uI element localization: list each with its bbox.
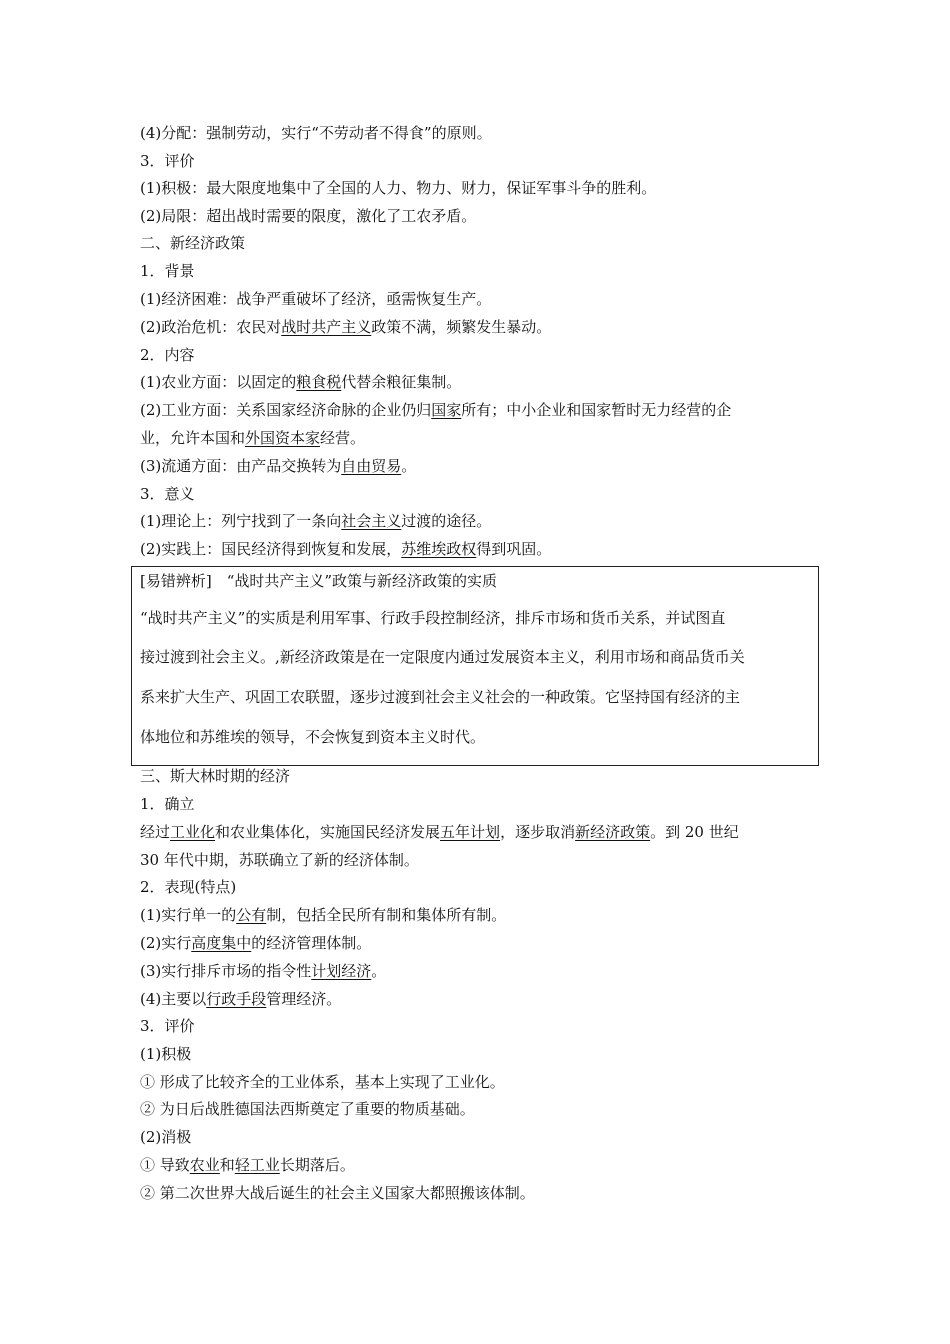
text-segment: 制，包括全民所有制和集体所有制。 [266,906,507,924]
text-line [140,1155,820,1175]
text-line: (2)局限：超出战时需要的限度，激化了工农矛盾。 [140,207,477,225]
text-segment: 得到巩固。 [476,540,552,558]
text-segment: ① 导致 [140,1156,190,1174]
text-line [140,933,820,953]
underlined-answer: 战时共产主义 [281,318,372,336]
section-heading: 三、斯大林时期的经济 [140,767,291,785]
text-segment: 代替余粮征集制。 [341,373,462,391]
box-text-line: 体地位和苏维埃的领导，不会恢复到资本主义时代。 [140,728,486,746]
underlined-answer: 高度集中 [191,934,252,952]
underlined-answer: 五年计划 [440,823,501,841]
text-line [140,822,820,842]
text-line: (1)经济困难：战争严重破坏了经济，亟需恢复生产。 [140,290,492,308]
underlined-answer: 计划经济 [311,962,372,980]
underlined-answer: 轻工业 [234,1156,280,1174]
underlined-answer: 社会主义 [341,512,402,530]
text-line [140,539,820,559]
text-segment: (2)政治危机：农民对 [140,318,282,336]
text-line: (1)积极：最大限度地集中了全国的人力、物力、财力，保证军事斗争的胜利。 [140,179,657,197]
text-line [140,317,820,337]
text-segment: (1)理论上：列宁找到了一条向 [140,512,342,530]
text-segment: 经营。 [320,429,366,447]
section-heading: 二、新经济政策 [140,234,246,252]
text-segment: 长期落后。 [279,1156,355,1174]
text-segment: (2)实践上：国民经济得到恢复和发展， [140,540,402,558]
underlined-answer: 工业化 [170,823,216,841]
text-line [140,511,820,531]
text-segment: 。 [401,457,417,475]
underlined-answer: 国家 [431,401,462,419]
text-segment: 。 [371,962,387,980]
text-segment: 所有；中小企业和国家暂时无力经营的企 [461,401,732,419]
subheading: 3．评价 [140,152,195,170]
subheading: 2．表现(特点) [140,878,237,896]
text-segment: (2)实行 [140,934,192,952]
subheading: 2．内容 [140,346,195,364]
text-segment: 业，允许本国和 [140,429,246,447]
underlined-answer: 新经济政策 [575,823,651,841]
text-segment: ，逐步取消 [500,823,576,841]
text-segment: 的经济管理体制。 [251,934,372,952]
text-line [140,905,820,925]
subheading: 3．评价 [140,1017,195,1035]
text-segment: (3)流通方面：由产品交换转为 [140,457,342,475]
text-segment: 。到 20 世纪 [650,823,739,841]
box-text-line: 接过渡到社会主义。,新经济政策是在一定限度内通过发展资本主义，利用市场和商品货币关 [140,648,745,666]
underlined-answer: 外国资本家 [245,429,321,447]
text-line: (4)分配：强制劳动，实行“不劳动者不得食”的原则。 [140,124,492,142]
underlined-answer: 苏维埃政权 [401,540,477,558]
text-segment: (4)主要以 [140,990,207,1008]
underlined-answer: 自由贸易 [341,457,402,475]
underlined-answer: 粮食税 [296,373,342,391]
underlined-answer: 行政手段 [206,990,267,1008]
underlined-answer: 农业 [189,1156,220,1174]
text-line [140,989,820,1009]
text-segment: 管理经济。 [266,990,342,1008]
text-segment: (1)农业方面：以固定的 [140,373,297,391]
subheading: 1．背景 [140,262,195,280]
subheading: 1．确立 [140,795,195,813]
text-segment: 和 [219,1156,235,1174]
box-title: [易错辨析] “战时共产主义”政策与新经济政策的实质 [140,572,498,590]
text-line: (1)积极 [140,1045,192,1063]
box-text-line: “战时共产主义”的实质是利用军事、行政手段控制经济，排斥市场和货币关系，并试图直 [140,609,726,627]
text-line: 30 年代中期，苏联确立了新的经济体制。 [140,851,419,869]
text-line: (2)消极 [140,1128,192,1146]
text-line: ② 第二次世界大战后诞生的社会主义国家大都照搬该体制。 [140,1184,535,1202]
text-segment: 经过 [140,823,171,841]
box-text-line: 系来扩大生产、巩固工农联盟，逐步过渡到社会主义社会的一种政策。它坚持国有经济的主 [140,688,741,706]
underlined-answer: 公有 [236,906,267,924]
text-segment: 和农业集体化，实施国民经济发展 [215,823,441,841]
text-line [140,372,820,392]
text-line: ① 形成了比较齐全的工业体系，基本上实现了工业化。 [140,1073,505,1091]
text-segment: (2)工业方面：关系国家经济命脉的企业仍归 [140,401,432,419]
text-line [140,961,820,981]
text-line [140,428,820,448]
subheading: 3．意义 [140,485,195,503]
text-line [140,400,820,420]
text-line [140,456,820,476]
text-line: ② 为日后战胜德国法西斯奠定了重要的物质基础。 [140,1100,475,1118]
text-segment: (3)实行排斥市场的指令性 [140,962,312,980]
text-segment: 政策不满，频繁发生暴动。 [371,318,552,336]
text-segment: 过渡的途径。 [401,512,492,530]
text-segment: (1)实行单一的 [140,906,237,924]
error-analysis-box [131,566,819,766]
